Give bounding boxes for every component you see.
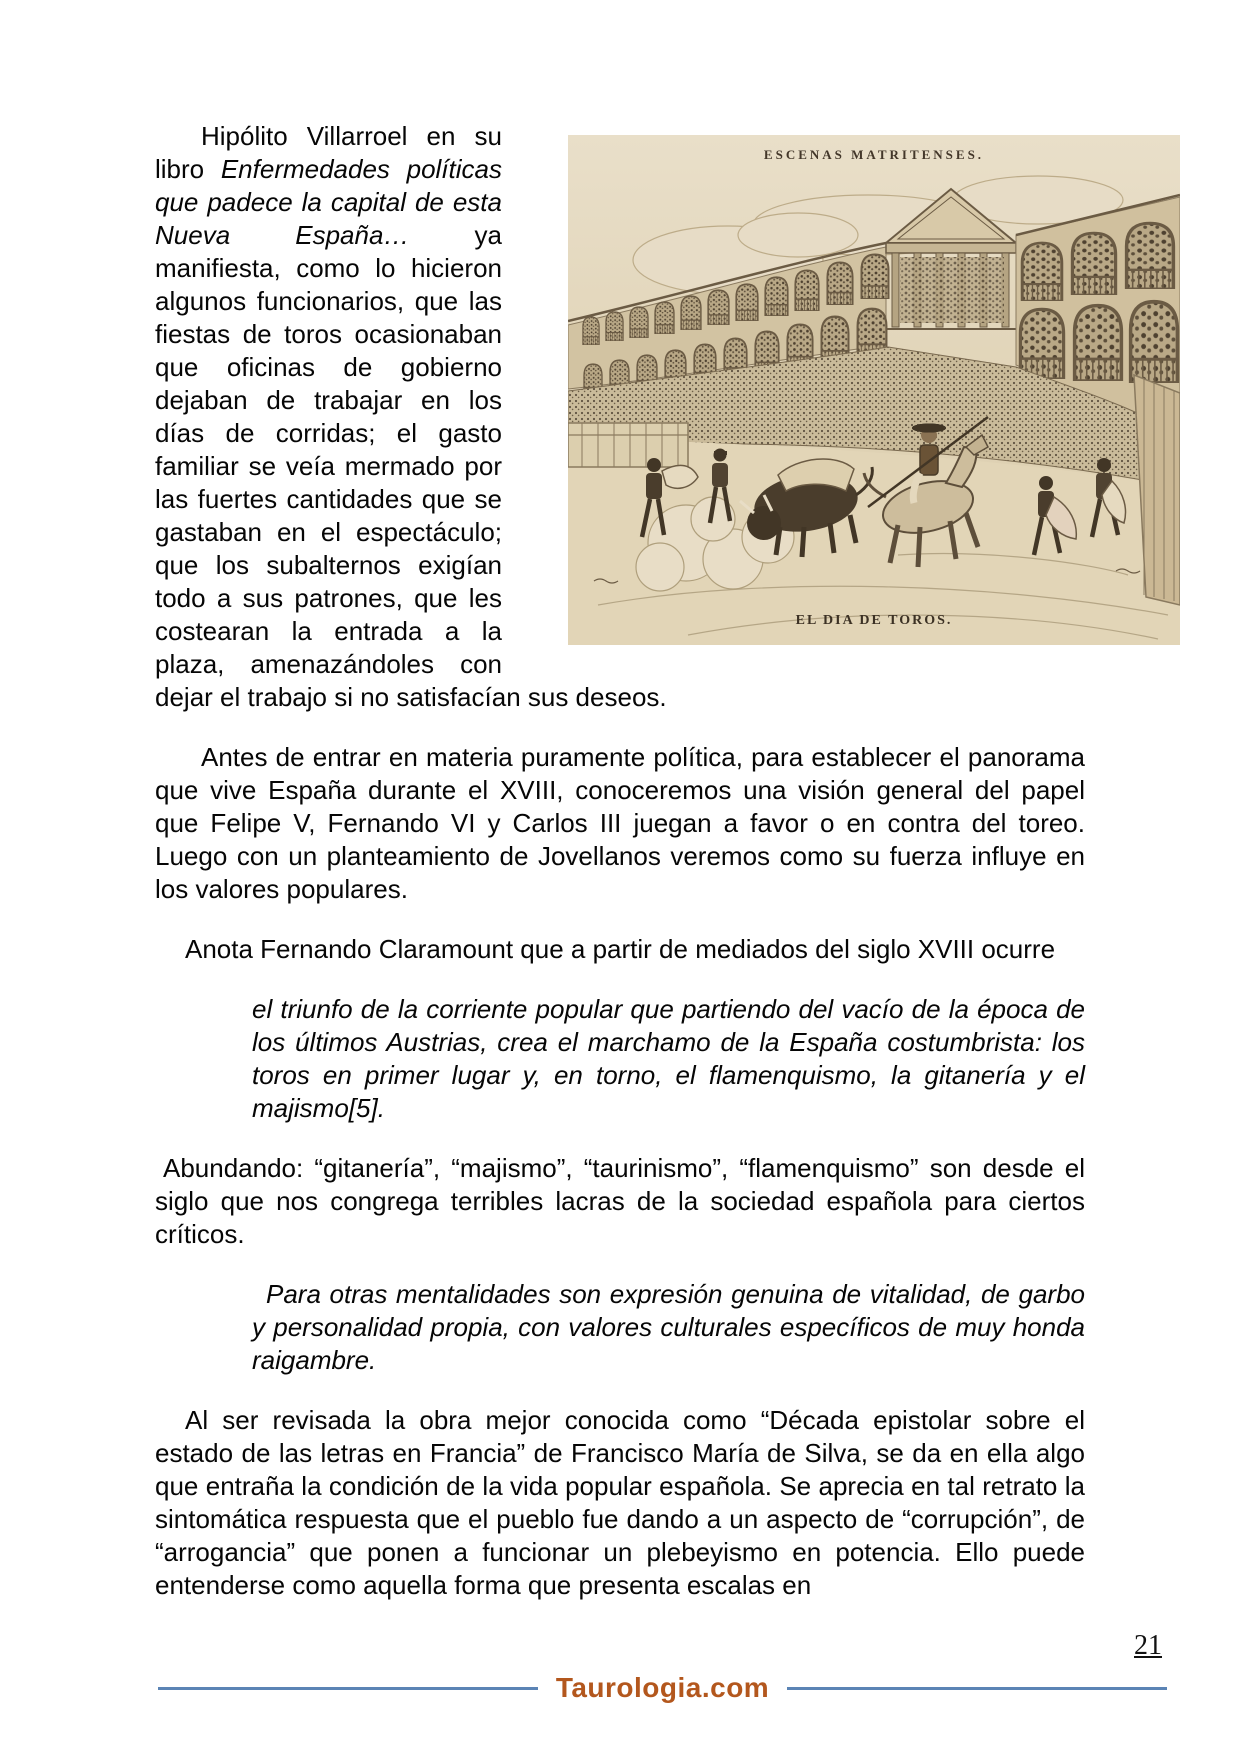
blockquote-mentalidades: Para otras mentalidades son expresión genuina de vitalidad, de garbo y personalidad propia, con valores culturales específicos de muy honda raigambre. <box>252 1279 1085 1375</box>
site-brand: Taurologia.com <box>555 1672 770 1703</box>
engraving-caption: EL DIA DE TOROS. <box>795 613 953 628</box>
p1-text-rest: ya manifiesta, como lo hicieron algunos funcionarios, que las fiestas de toros ocasionaban que oficinas de gobierno dejaban de trabajar en los días de corridas; el gasto familiar se veía mermado por las fuertes cantidades que se gastaban en el espectáculo; que los subalternos exigían todo a sus patrones, que les costearan la entrada a la plaza, amenazándoles con dejar el trabajo si no satisfacían sus deseos. <box>155 220 667 712</box>
left-barrier <box>568 423 688 467</box>
footer-rule-left <box>158 1687 538 1690</box>
engraving-header: ESCENAS MATRITENSES. <box>763 147 985 162</box>
paragraph-abundando: Abundando: “gitanería”, “majismo”, “taurinismo”, “flamenquismo” son desde el siglo que nos congrega terribles lacras de la sociedad española para ciertos críticos. <box>155 1153 1085 1249</box>
p1-book-title: Enfermedades políticas que padece la capital de esta Nueva España… <box>155 154 502 250</box>
page-number: 21 <box>1134 1630 1162 1661</box>
footer-rule-right <box>787 1687 1167 1690</box>
p1-text-lead: Hipólito Villarroel en su libro <box>155 121 502 184</box>
page-footer <box>158 1672 1167 1704</box>
blockquote-claramount: el triunfo de la corriente popular que partiendo del vacío de la época de los últimos Austrias, crea el marchamo de la España costumbrista: los toros en primer lugar y, en torno, el flamenquismo, la gitanería y el majismo[5]. <box>252 994 1085 1123</box>
page-body <box>155 120 1085 1629</box>
paragraph-al-ser-revisada: Al ser revisada la obra mejor conocida como “Década epistolar sobre el estado de las letras en Francia” de Francisco María de Silva, se da en ella algo que entraña la condición de la vida popular española. Se aprecia en tal retrato la sintomática respuesta que el pueblo fue dando a un aspecto de “corrupción”, de “arrogancia” que ponen a funcionar un plebeyismo en potencia. Ello puede entenderse como aquella forma que presenta escalas en <box>155 1405 1085 1600</box>
bullfight-engraving-figure <box>568 135 1180 645</box>
paragraph-anota: Anota Fernando Claramount que a partir de mediados del siglo XVIII ocurre <box>185 934 1056 964</box>
bullfight-engraving <box>568 135 1180 645</box>
paragraph-antes: Antes de entrar en materia puramente política, para establecer el panorama que vive España durante el XVIII, conoceremos una visión general del papel que Felipe V, Fernando VI y Carlos III juegan a favor o en contra del toreo. Luego con un planteamiento de Jovellanos veremos como su fuerza influye en los valores populares. <box>155 742 1085 904</box>
right-arcade-lower <box>1020 302 1177 383</box>
paragraph-villarroel <box>155 120 1085 714</box>
